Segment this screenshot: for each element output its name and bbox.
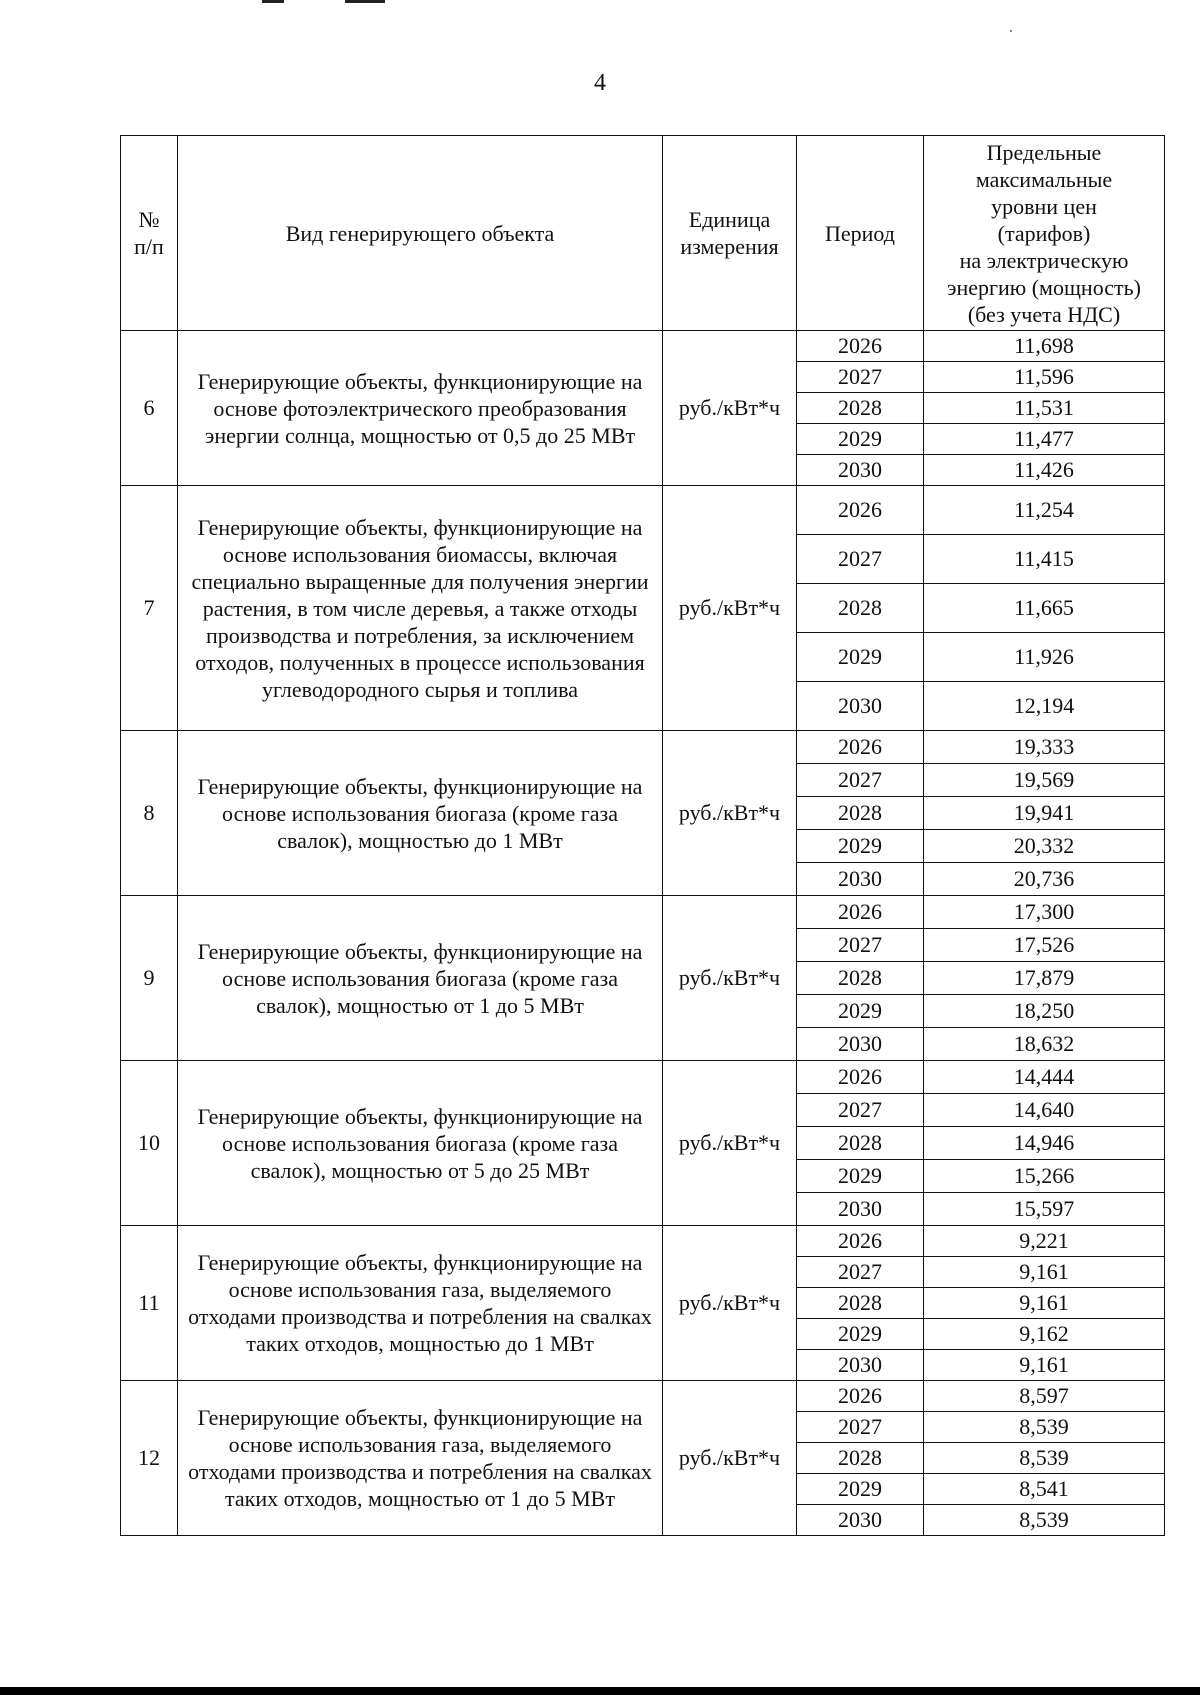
period-year: 2029 xyxy=(797,1160,924,1193)
period-year: 2030 xyxy=(797,1193,924,1226)
unit-cell: руб./кВт*ч xyxy=(663,731,797,896)
price-value: 14,946 xyxy=(924,1127,1165,1160)
price-value: 19,569 xyxy=(924,764,1165,797)
table-row xyxy=(121,486,1165,535)
period-year: 2026 xyxy=(797,1226,924,1257)
period-year: 2028 xyxy=(797,1443,924,1474)
period-year: 2027 xyxy=(797,764,924,797)
object-description: Генерирующие объекты, функционирующие на основе использования биомассы, включая специально выращенные для получения энергии растения, в том числе деревья, а также отходы производства и потребления, за исключением отходов, полученных в процессе использования углеводородного сырья и топлива xyxy=(178,486,663,731)
scan-border xyxy=(0,1687,1200,1695)
price-value: 8,539 xyxy=(924,1412,1165,1443)
object-description: Генерирующие объекты, функционирующие на основе использования газа, выделяемого отходами производства и потребления на свалках таких отходов, мощностью до 1 МВт xyxy=(178,1226,663,1381)
header-num xyxy=(121,136,178,331)
header-price-line: Предельные xyxy=(986,139,1102,165)
unit-cell: руб./кВт*ч xyxy=(663,486,797,731)
price-value: 17,300 xyxy=(924,896,1165,929)
period-year: 2027 xyxy=(797,1412,924,1443)
period-year: 2028 xyxy=(797,797,924,830)
price-value: 9,162 xyxy=(924,1319,1165,1350)
period-year: 2029 xyxy=(797,1319,924,1350)
object-description: Генерирующие объекты, функционирующие на основе использования биогаза (кроме газа свалок), мощностью до 1 МВт xyxy=(178,731,663,896)
period-year: 2026 xyxy=(797,331,924,362)
period-year: 2027 xyxy=(797,1094,924,1127)
period-year: 2026 xyxy=(797,1381,924,1412)
period-year: 2028 xyxy=(797,584,924,633)
price-value: 11,596 xyxy=(924,362,1165,393)
price-value: 9,161 xyxy=(924,1288,1165,1319)
period-year: 2029 xyxy=(797,424,924,455)
price-value: 14,640 xyxy=(924,1094,1165,1127)
price-value: 9,221 xyxy=(924,1226,1165,1257)
row-number: 7 xyxy=(121,486,178,731)
price-value: 8,541 xyxy=(924,1474,1165,1505)
header-price-line: уровни цен xyxy=(991,193,1097,219)
period-year: 2028 xyxy=(797,962,924,995)
price-value: 11,665 xyxy=(924,584,1165,633)
table-row xyxy=(121,1061,1165,1094)
price-value: 18,250 xyxy=(924,995,1165,1028)
price-value: 14,444 xyxy=(924,1061,1165,1094)
object-description: Генерирующие объекты, функционирующие на основе использования биогаза (кроме газа свалок), мощностью от 1 до 5 МВт xyxy=(178,896,663,1061)
period-year: 2028 xyxy=(797,1288,924,1319)
period-year: 2026 xyxy=(797,896,924,929)
period-year: 2030 xyxy=(797,863,924,896)
unit-cell: руб./кВт*ч xyxy=(663,896,797,1061)
price-value: 15,597 xyxy=(924,1193,1165,1226)
table-row xyxy=(121,896,1165,929)
period-year: 2029 xyxy=(797,633,924,682)
row-number: 6 xyxy=(121,331,178,486)
period-year: 2030 xyxy=(797,455,924,486)
price-value: 20,332 xyxy=(924,830,1165,863)
price-value: 9,161 xyxy=(924,1257,1165,1288)
table-row xyxy=(121,1381,1165,1412)
header-price-line: максимальные xyxy=(975,166,1113,192)
page-number: 4 xyxy=(594,70,606,96)
row-number: 11 xyxy=(121,1226,178,1381)
period-year: 2027 xyxy=(797,362,924,393)
header-price-line: энергию (мощность) xyxy=(947,274,1141,300)
table-row xyxy=(121,1226,1165,1257)
price-value: 11,477 xyxy=(924,424,1165,455)
price-value: 15,266 xyxy=(924,1160,1165,1193)
price-value: 8,539 xyxy=(924,1505,1165,1536)
price-value: 11,926 xyxy=(924,633,1165,682)
price-value: 19,333 xyxy=(924,731,1165,764)
period-year: 2026 xyxy=(797,486,924,535)
header-period: Период xyxy=(797,136,924,331)
price-value: 18,632 xyxy=(924,1028,1165,1061)
period-year: 2030 xyxy=(797,1505,924,1536)
price-value: 12,194 xyxy=(924,682,1165,731)
period-year: 2030 xyxy=(797,682,924,731)
price-value: 11,254 xyxy=(924,486,1165,535)
object-description: Генерирующие объекты, функционирующие на основе фотоэлектрического преобразования энергии солнца, мощностью от 0,5 до 25 МВт xyxy=(178,331,663,486)
price-value: 11,698 xyxy=(924,331,1165,362)
header-price xyxy=(924,136,1165,331)
unit-cell: руб./кВт*ч xyxy=(663,1381,797,1536)
period-year: 2026 xyxy=(797,731,924,764)
period-year: 2028 xyxy=(797,393,924,424)
unit-cell: руб./кВт*ч xyxy=(663,331,797,486)
header-price-line: на электрическую xyxy=(959,247,1129,273)
period-year: 2027 xyxy=(797,929,924,962)
period-year: 2029 xyxy=(797,1474,924,1505)
header-object: Вид генерирующего объекта xyxy=(178,136,663,331)
period-year: 2030 xyxy=(797,1028,924,1061)
header-price-line: (тарифов) xyxy=(997,220,1091,246)
period-year: 2028 xyxy=(797,1127,924,1160)
price-value: 11,531 xyxy=(924,393,1165,424)
table-row xyxy=(121,331,1165,362)
header-unit-line: Единица xyxy=(688,207,771,232)
header-unit-line: измерения xyxy=(680,234,779,259)
unit-cell: руб./кВт*ч xyxy=(663,1061,797,1226)
header-price-line: (без учета НДС) xyxy=(967,301,1121,327)
period-year: 2030 xyxy=(797,1350,924,1381)
period-year: 2029 xyxy=(797,995,924,1028)
price-value: 8,539 xyxy=(924,1443,1165,1474)
tariff-table xyxy=(120,135,1165,1536)
object-description: Генерирующие объекты, функционирующие на основе использования биогаза (кроме газа свалок), мощностью от 5 до 25 МВт xyxy=(178,1061,663,1226)
price-value: 19,941 xyxy=(924,797,1165,830)
price-value: 8,597 xyxy=(924,1381,1165,1412)
period-year: 2027 xyxy=(797,535,924,584)
price-value: 20,736 xyxy=(924,863,1165,896)
header-row xyxy=(121,136,1165,331)
unit-cell: руб./кВт*ч xyxy=(663,1226,797,1381)
tariff-body xyxy=(121,331,1165,1536)
header-num-line: п/п xyxy=(134,234,164,259)
object-description: Генерирующие объекты, функционирующие на основе использования газа, выделяемого отходами производства и потребления на свалках таких отходов, мощностью от 1 до 5 МВт xyxy=(178,1381,663,1536)
period-year: 2027 xyxy=(797,1257,924,1288)
scan-mark xyxy=(262,0,284,3)
period-year: 2029 xyxy=(797,830,924,863)
period-year: 2026 xyxy=(797,1061,924,1094)
price-value: 17,879 xyxy=(924,962,1165,995)
row-number: 9 xyxy=(121,896,178,1061)
price-value: 17,526 xyxy=(924,929,1165,962)
table-row xyxy=(121,731,1165,764)
header-num-line: № xyxy=(138,207,160,232)
price-value: 11,426 xyxy=(924,455,1165,486)
row-number: 12 xyxy=(121,1381,178,1536)
price-value: 9,161 xyxy=(924,1350,1165,1381)
price-value: 11,415 xyxy=(924,535,1165,584)
scan-dot xyxy=(1010,30,1012,32)
header-unit xyxy=(663,136,797,331)
scan-mark xyxy=(345,0,385,3)
row-number: 10 xyxy=(121,1061,178,1226)
row-number: 8 xyxy=(121,731,178,896)
